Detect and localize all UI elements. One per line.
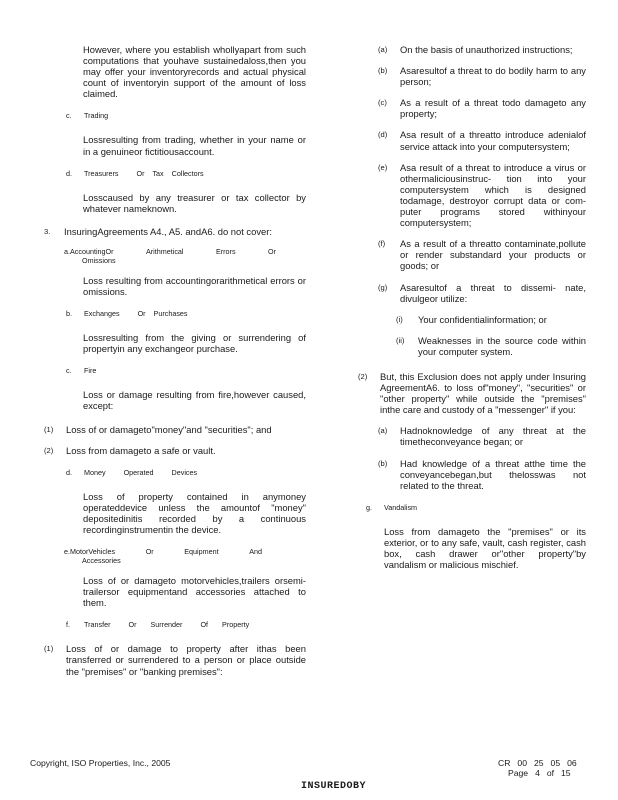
section-3: 3. InsuringAgreements A4., A5. andA6. do not cover: [44,225,272,237]
transfer-item-1: (1) Loss of or damage to property after ithas been transferred or surrendered to a person or place outside the "premises" or "banking premises": [44,643,306,677]
threat-subitem-ii: (ii) Weaknesses in the source code within your computer system. [396,334,586,357]
threat-item-d: (d) Asa result of a threatto introduce adenialof service attack into your computersystem; [378,129,586,152]
trading-text: Lossresulting from trading, whether in your name or in a genuineor fictitiousaccount. [83,134,306,157]
heading-vandalism: g. Vandalism [366,502,418,512]
motor-vehicles-text: Loss of or damageto motorvehicles,trailers orsemi-trailersor equipmentand accessories attached to them. [83,575,306,609]
vandalism-text: Loss from damageto the "premises" or its exterior, or to any safe, vault, cash register, cash box, cash drawer or"other property"by vandalism or malicious mischief. [384,525,586,571]
heading-trading: c. Trading [66,111,109,121]
threat-subitem-i: (i) Your confidentialinformation; or [396,313,547,325]
money-devices-text: Loss of property contained in anymoney operateddevice unless the amountof "money" depositedinitis recorded by a continuous recordinginstrumentin the device. [83,490,306,535]
heading-fire: c. Fire [66,366,97,376]
threat-item-f: (f) As a result of a threatto contaminate,pollute or render substandard your products or goods; or [378,238,586,272]
watermark-stamp: INSUREDOBY [301,781,367,792]
heading-exchanges: b. Exchanges Or Purchases [66,309,188,319]
exception-item-a: (a) Hadnoknowledge of any threat at the timetheconveyance began; or [378,425,586,448]
copyright: Copyright, ISO Properties, Inc., 2005 [30,758,171,768]
left-column [44,44,306,687]
fire-item-2: (2) Loss from damageto a safe or vault. [44,444,216,456]
threat-item-a: (a) On the basis of unauthorized instructions; [378,44,573,55]
treasurers-text: Losscaused by any treasurer or tax collector by whatever nameknown. [83,191,306,214]
intro-paragraph: However, where you establish whollyapart from such computations that youhave sustainedaloss,then you may offer your inventoryrecords and actual physical count of inventoryin support of the amount of loss claimed. [83,44,306,100]
page-number: Page 4 of 15 [508,768,571,778]
right-column [358,44,586,582]
exclusion-exception-2: (2) But, this Exclusion does not apply under Insuring AgreementA6. to loss of"money", "securities" or "other property" while outside the "premises" inthe care and custody of a "messenger" if you: [358,370,586,416]
heading-accounting: a.AccountingOr Arithmetical Errors Or Omissions [64,246,276,265]
fire-text: Loss or damage resulting from fire,however caused, except: [83,389,306,412]
threat-item-b: (b) Asaresultof a threat to do bodily harm to any person; [378,65,586,88]
exchanges-text: Lossresulting from the giving or surrendering of propertyin any exchangeor purchase. [83,332,306,355]
threat-item-g: (g) Asaresultof a threat to dissemi- nate, divulgeor utilize: [378,281,586,304]
heading-transfer: f. Transfer Or Surrender Of Property [66,620,250,630]
heading-treasurers: d. Treasurers Or Tax Collectors [66,168,204,178]
heading-money-devices: d. Money Operated Devices [66,467,198,477]
threat-item-e: (e) Asa result of a threat to introduce a virus or othermaliciousinstruc- tion into your computersystem which is designed todamage, destroyor corrupt data or com- puter programs stored withinyour computersystem; [378,161,586,229]
threat-item-c: (c) As a result of a threat todo damageto any property; [378,97,586,120]
exception-item-b: (b) Had knowledge of a threat atthe time the conveyancebegan,but thelosswas not related to the threat. [378,457,586,491]
heading-motor-vehicles: e.MotorVehicles Or Equipment And Accessories [64,547,262,566]
form-number: CR 00 25 05 06 Page 4 of 15 [498,758,577,778]
accounting-text: Loss resulting from accountingorarithmetical errors or omissions. [83,274,306,298]
fire-item-1: (1) Loss of or damageto"money"and "securities"; and [44,423,272,435]
